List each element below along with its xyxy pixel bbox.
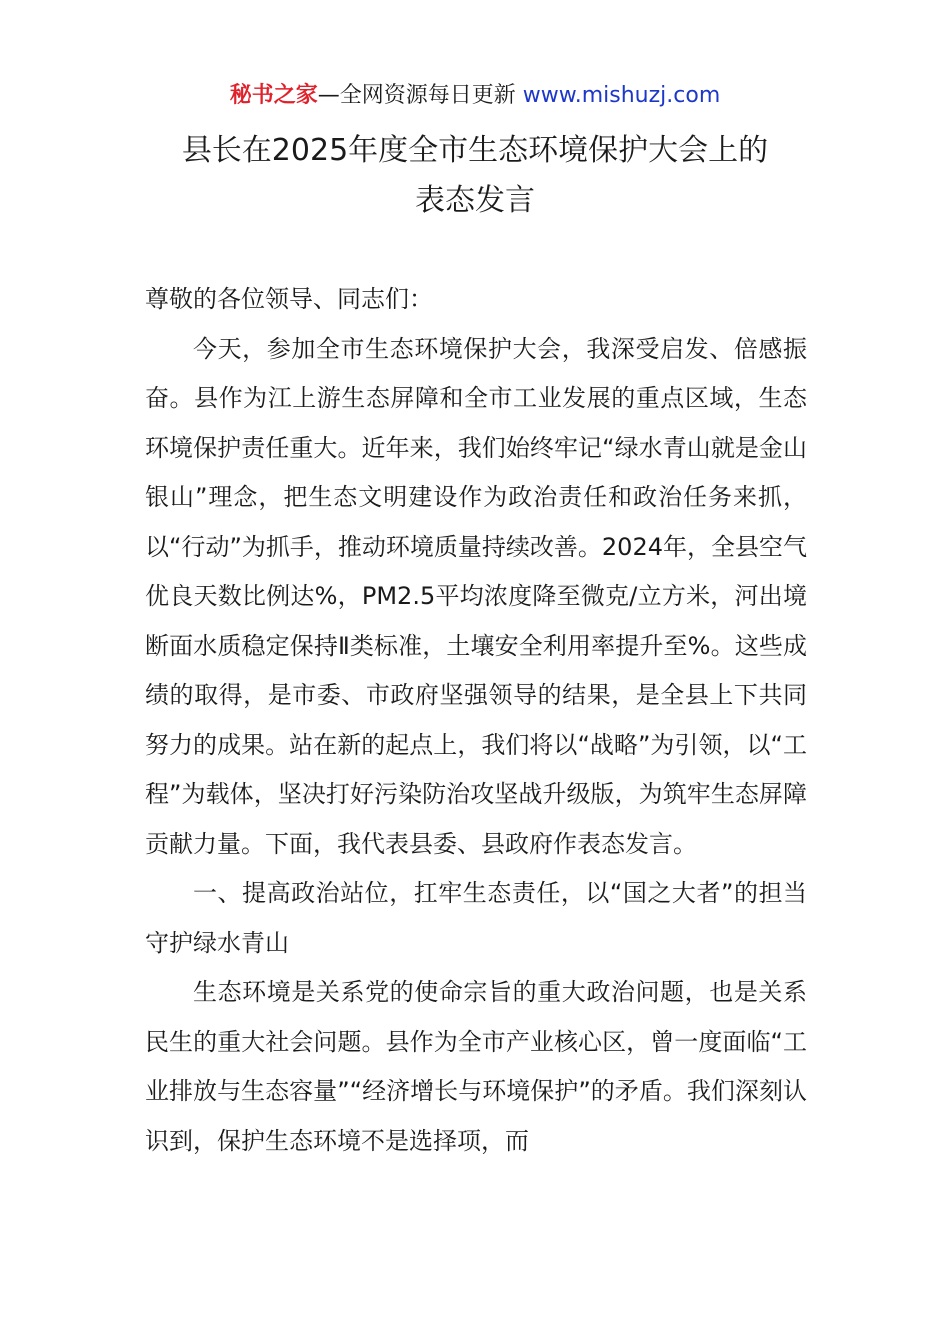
section-heading-1: 一、提高政治站位，扛牢生态责任，以“国之大者”的担当守护绿水青山 — [145, 879, 807, 957]
document-title — [0, 126, 950, 226]
brand-name: 秘书之家 — [229, 83, 318, 108]
paragraph-intro: 今天，参加全市生态环境保护大会，我深受启发、倍感振奋。县作为江上游生态屏障和全市工业发展的重点区域，生态环境保护责任重大。近年来，我们始终牢记“绿水青山就是金山银山”理念，把生态文明建设作为政治责任和政治任务来抓，以“行动”为抓手，推动环境质量持续改善。2024年，全县空气优良天数比例达%，PM2.5平均浓度降至微克/立方米，河出境断面水质稳定保持Ⅱ类标准，土壤安全利用率提升至%。这些成绩的取得，是市委、市政府坚强领导的结果，是全县上下共同努力的成果。站在新的起点上，我们将以“战略”为引领，以“工程”为载体，坚决打好污染防治攻坚战升级版，为筑牢生态屏障贡献力量。下面，我代表县委、县政府作表态发言。 — [145, 334, 807, 858]
title-line-2: 表态发言 — [415, 183, 535, 218]
site-url-link[interactable]: www.mishuzj.com — [522, 83, 721, 108]
paragraph-section-1: 生态环境是关系党的使命宗旨的重大政治问题，也是关系民生的重大社会问题。县作为全市产业核心区，曾一度面临“工业排放与生态容量”“经济增长与环境保护”的矛盾。我们深刻认识到，保护生态环境不是选择项，而 — [145, 978, 807, 1155]
title-line-1: 县长在2025年度全市生态环境保护大会上的 — [181, 133, 769, 168]
header-tagline: —全网资源每日更新 — [317, 83, 523, 108]
salutation: 尊敬的各位领导、同志们： — [145, 285, 433, 313]
document-body — [145, 275, 807, 1166]
site-header — [0, 80, 950, 112]
